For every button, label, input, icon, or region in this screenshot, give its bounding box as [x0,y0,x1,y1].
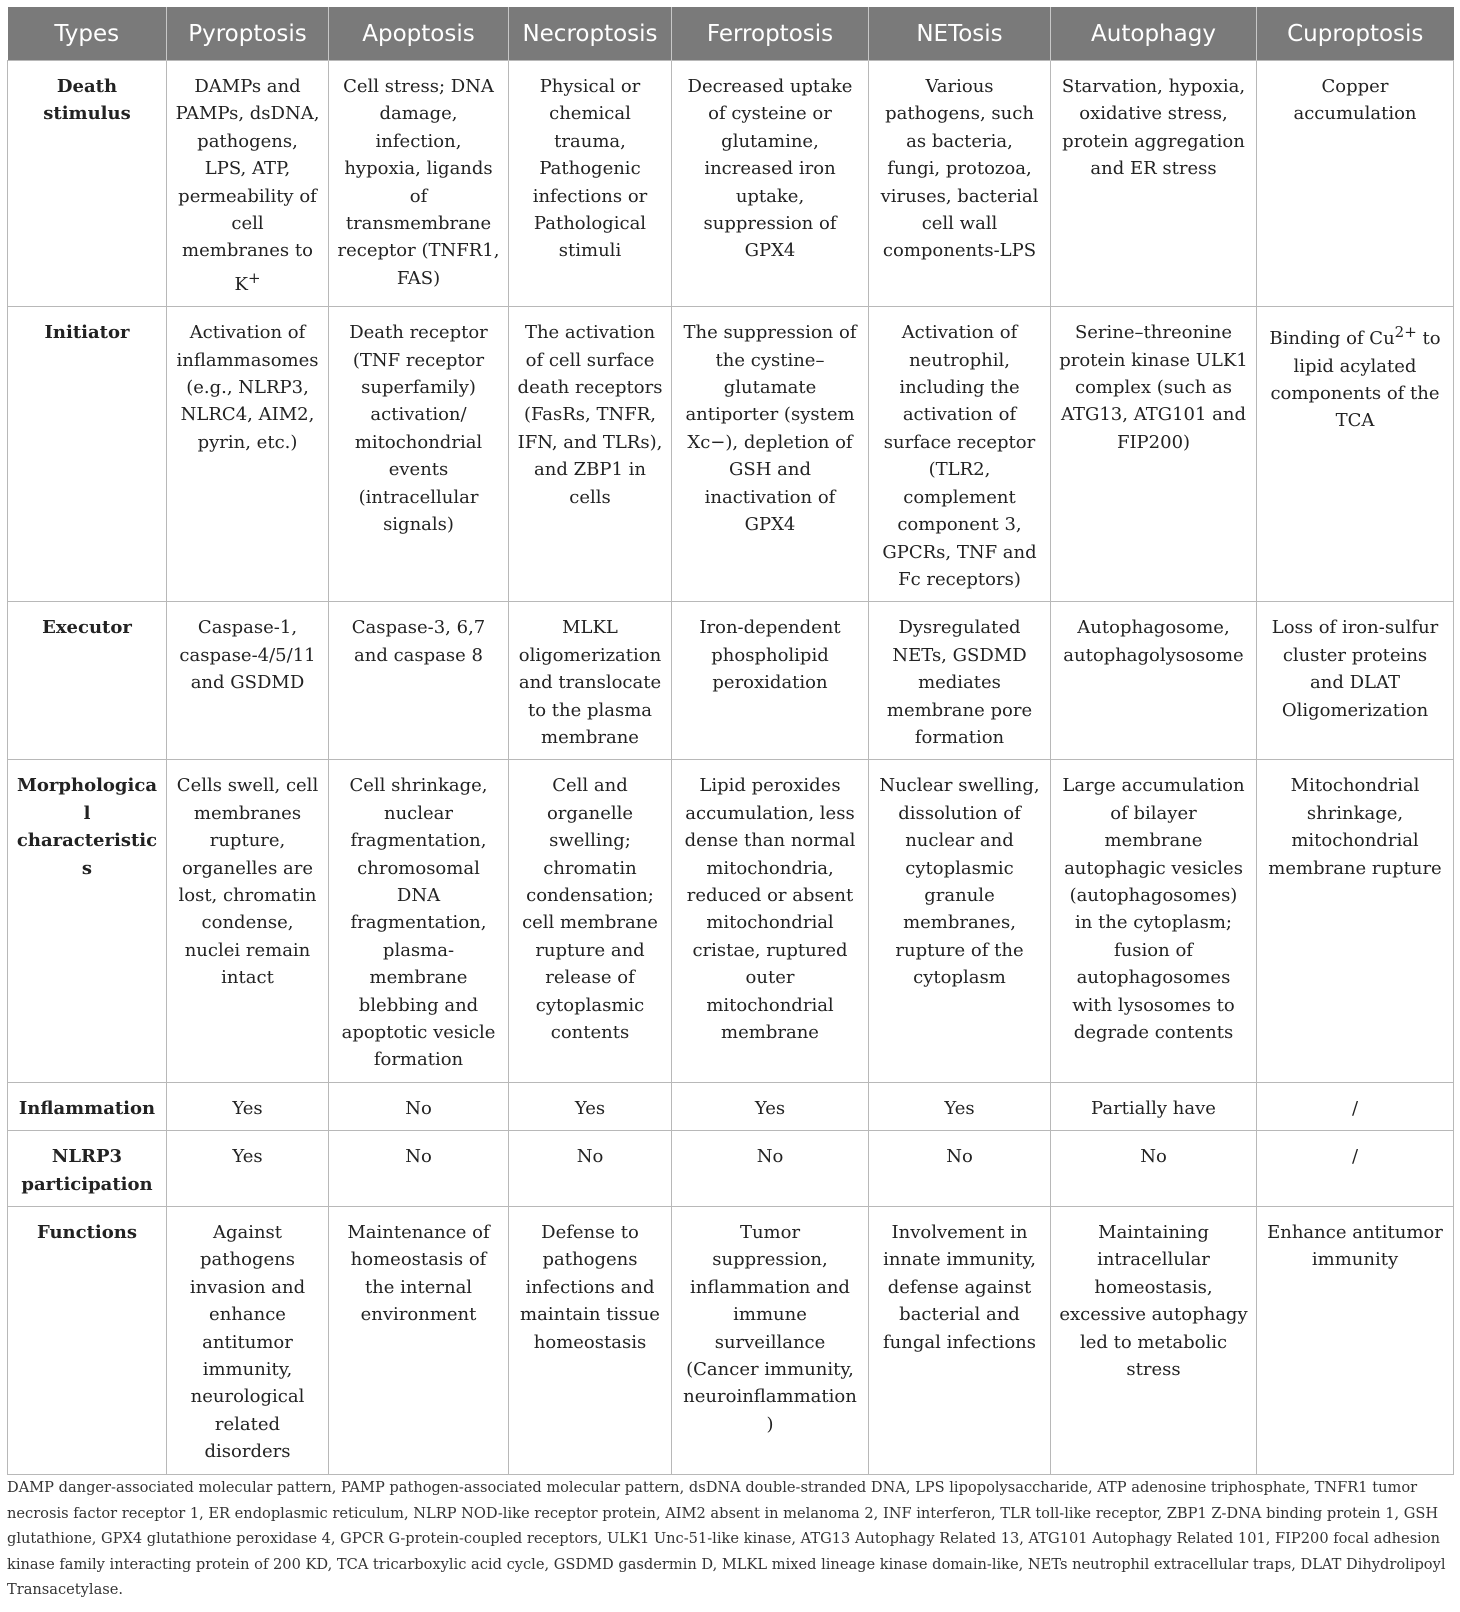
header-netosis: NETosis [869,7,1051,61]
row-label: NLRP3 participation [8,1131,167,1207]
header-cuproptosis: Cuproptosis [1257,7,1454,61]
row-label: Functions [8,1207,167,1475]
table-cell: Maintenance of homeostasis of the internal environment [329,1207,509,1475]
table-cell: Copper accumulation [1257,61,1454,307]
table-cell: Large accumulation of bilayer membrane autophagic vesicles (autophagosomes) in the cytoplasm; fusion of autophagosomes with lysosomes to degrade contents [1051,760,1257,1082]
table-cell: / [1257,1131,1454,1207]
table-cell: Cell shrinkage, nuclear fragmentation, chromosomal DNA fragmentation, plasma-membrane blebbing and apoptotic vesicle formation [329,760,509,1082]
row-morphological-characteristics [8,760,1454,1082]
table-cell: No [1051,1131,1257,1207]
table-cell: The activation of cell surface death receptors (FasRs, TNFR, IFN, and TLRs), and ZBP1 in cells [509,307,672,602]
header-types: Types [8,7,167,61]
table-cell: Defense to pathogens infections and maintain tissue homeostasis [509,1207,672,1475]
table-cell: Autophagosome, autophagolysosome [1051,602,1257,760]
header-pyroptosis: Pyroptosis [167,7,329,61]
row-label: Death stimulus [8,61,167,307]
cell-death-comparison-table-container [7,7,1453,1475]
table-cell: Enhance antitumor immunity [1257,1207,1454,1475]
table-cell: Yes [167,1131,329,1207]
row-label: Initiator [8,307,167,602]
row-label: Inflammation [8,1082,167,1130]
header-apoptosis: Apoptosis [329,7,509,61]
table-cell: Loss of iron-sulfur cluster proteins and DLAT Oligomerization [1257,602,1454,760]
row-label: Morphological characteristics [8,760,167,1082]
table-cell: Caspase-1, caspase-4/5/11 and GSDMD [167,602,329,760]
table-cell: MLKL oligomerization and translocate to the plasma membrane [509,602,672,760]
table-cell: Involvement in innate immunity, defense against bacterial and fungal infections [869,1207,1051,1475]
row-functions [8,1207,1454,1475]
table-cell: Yes [167,1082,329,1130]
table-cell: Iron-dependent phospholipid peroxidation [672,602,869,760]
table-cell: Mitochondrial shrinkage, mitochondrial membrane rupture [1257,760,1454,1082]
table-cell: Cell and organelle swelling; chromatin condensation; cell membrane rupture and release of cytoplasmic contents [509,760,672,1082]
table-cell: Against pathogens invasion and enhance antitumor immunity, neurological related disorders [167,1207,329,1475]
row-label: Executor [8,602,167,760]
row-initiator [8,307,1454,602]
table-cell: Nuclear swelling, dissolution of nuclear and cytoplasmic granule membranes, rupture of the cytoplasm [869,760,1051,1082]
table-cell: No [329,1131,509,1207]
table-cell: No [329,1082,509,1130]
table-cell: No [672,1131,869,1207]
cell-death-comparison-table [7,7,1454,1475]
header-row [8,7,1454,61]
table-cell: Partially have [1051,1082,1257,1130]
header-autophagy: Autophagy [1051,7,1257,61]
table-cell: Yes [672,1082,869,1130]
table-cell: Various pathogens, such as bacteria, fungi, protozoa, viruses, bacterial cell wall components-LPS [869,61,1051,307]
table-header [8,7,1454,61]
table-cell: Yes [869,1082,1051,1130]
table-cell: Caspase-3, 6,7 and caspase 8 [329,602,509,760]
table-cell: Binding of $Cu^{2+}$ to lipid acylated components of the TCA [1257,307,1454,602]
table-cell: Death receptor (TNF receptor superfamily) activation/ mitochondrial events (intracellular signals) [329,307,509,602]
row-death-stimulus [8,61,1454,307]
table-cell: Yes [509,1082,672,1130]
table-cell: Lipid peroxides accumulation, less dense than normal mitochondria, reduced or absent mitochondrial cristae, ruptured outer mitochondrial membrane [672,760,869,1082]
table-cell: Activation of inflammasomes (e.g., NLRP3, NLRC4, AIM2, pyrin, etc.) [167,307,329,602]
table-cell: Tumor suppression, inflammation and immune surveillance (Cancer immunity, neuroinflammation) [672,1207,869,1475]
table-cell: Decreased uptake of cysteine or glutamine, increased iron uptake, suppression of GPX4 [672,61,869,307]
table-cell: Cells swell, cell membranes rupture, organelles are lost, chromatin condense, nuclei remain intact [167,760,329,1082]
table-cell: No [869,1131,1051,1207]
table-cell: No [509,1131,672,1207]
table-cell: The suppression of the cystine–glutamate antiporter (system Xc−), depletion of GSH and inactivation of GPX4 [672,307,869,602]
row-executor [8,602,1454,760]
table-cell: Physical or chemical trauma, Pathogenic infections or Pathological stimuli [509,61,672,307]
table-cell: Activation of neutrophil, including the activation of surface receptor (TLR2, complement component 3, GPCRs, TNF and Fc receptors) [869,307,1051,602]
table-cell: / [1257,1082,1454,1130]
table-footnote: DAMP danger-associated molecular pattern, PAMP pathogen-associated molecular pattern, dsDNA double-stranded DNA, LPS lipopolysaccharide, ATP adenosine triphosphate, TNFR1 tumor necrosis factor receptor 1, ER endoplasmic reticulum, NLRP NOD-like receptor protein, AIM2 absent in melanoma 2, INF interferon, TLR toll-like receptor, ZBP1 Z-DNA binding protein 1, GSH glutathione, GPX4 glutathione peroxidase 4, GPCR G-protein-coupled receptors, ULK1 Unc-51-like kinase, ATG13 Autophagy Related 13, ATG101 Autophagy Related 101, FIP200 focal adhesion kinase family interacting protein of 200 KD, TCA tricarboxylic acid cycle, GSDMD gasdermin D, MLKL mixed lineage kinase domain-like, NETs neutrophil extracellular traps, DLAT Dihydrolipoyl Transacetylase. [7,1479,1446,1599]
table-cell: Serine–threonine protein kinase ULK1 complex (such as ATG13, ATG101 and FIP200) [1051,307,1257,602]
table-body [8,61,1454,1475]
table-cell: DAMPs and PAMPs, dsDNA, pathogens, LPS, ATP, permeability of cell membranes to K+ [167,61,329,307]
table-cell: Dysregulated NETs, GSDMD mediates membrane pore formation [869,602,1051,760]
header-necroptosis: Necroptosis [509,7,672,61]
table-cell: Starvation, hypoxia, oxidative stress, protein aggregation and ER stress [1051,61,1257,307]
row-inflammation [8,1082,1454,1130]
header-ferroptosis: Ferroptosis [672,7,869,61]
table-cell: Maintaining intracellular homeostasis, excessive autophagy led to metabolic stress [1051,1207,1257,1475]
row-nlrp3-participation [8,1131,1454,1207]
table-cell: Cell stress; DNA damage, infection, hypoxia, ligands of transmembrane receptor (TNFR1, FAS) [329,61,509,307]
